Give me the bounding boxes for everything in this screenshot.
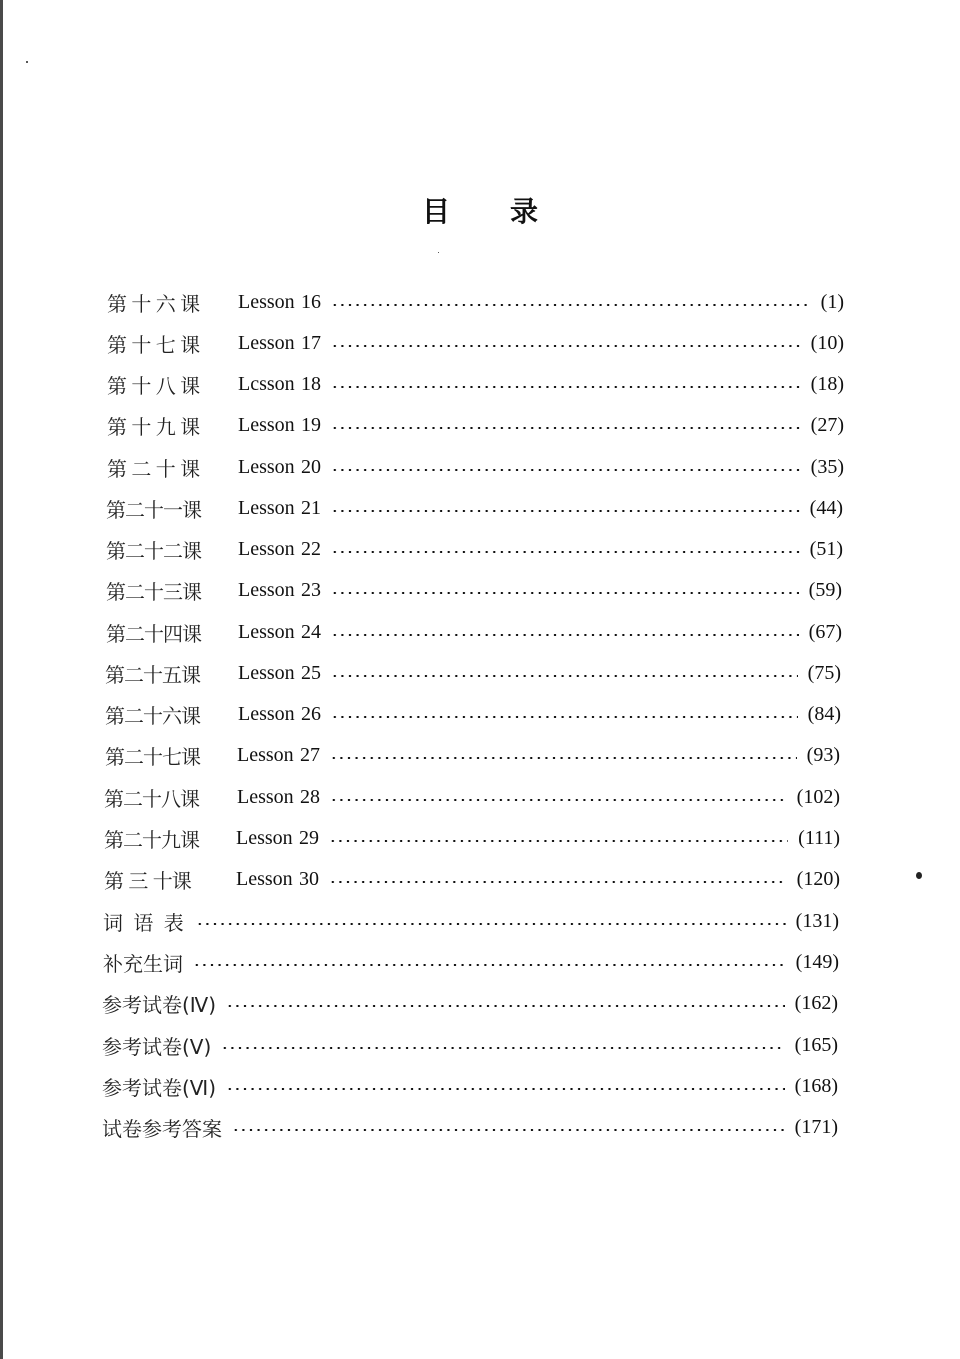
toc-entry[interactable]	[107, 369, 844, 399]
leader-dots	[193, 964, 786, 966]
page-number: (67)	[808, 620, 842, 643]
page-number: (93)	[806, 743, 840, 766]
title-char-1: 目	[421, 195, 450, 228]
leader-dots	[196, 923, 786, 925]
appendix-title: 词 语 表	[103, 910, 186, 935]
lesson-cn: 第二十七课	[105, 744, 200, 769]
leader-dots	[331, 510, 800, 512]
toc-entry[interactable]	[103, 906, 839, 936]
lesson-cn: 第二十一课	[106, 497, 201, 522]
toc-entry[interactable]	[104, 782, 840, 812]
page-number: (51)	[809, 537, 843, 560]
leader-dots	[331, 716, 798, 718]
lesson-number: 23	[301, 578, 322, 601]
lesson-number: 28	[300, 785, 321, 808]
lesson-cn: 第二十八课	[104, 786, 199, 811]
page-number: (165)	[794, 1033, 838, 1056]
lesson-en: Lesson	[238, 290, 295, 313]
leader-dots	[331, 634, 799, 636]
leader-dots	[330, 757, 797, 759]
page-number: (149)	[795, 950, 839, 973]
toc-entry[interactable]	[105, 658, 841, 688]
lesson-cn: 第 十 八 课	[107, 373, 200, 398]
toc-entry[interactable]	[107, 452, 844, 482]
leader-dots	[331, 304, 811, 306]
toc-entry[interactable]	[107, 328, 844, 358]
toc-entry[interactable]	[106, 493, 843, 523]
lesson-en: Lesson	[237, 785, 294, 808]
lesson-cn: 第二十四课	[106, 621, 201, 646]
lesson-number: 18	[301, 372, 322, 395]
lesson-en: Lesson	[238, 331, 295, 354]
page-number: (111)	[798, 826, 840, 849]
leader-dots	[331, 592, 799, 594]
appendix-title: 参考试卷(Ⅴ)	[102, 1034, 212, 1059]
lesson-cn: 第二十五课	[105, 662, 200, 687]
leader-dots	[226, 1088, 785, 1090]
lesson-cn: 第二十二课	[106, 538, 201, 563]
toc-entry[interactable]	[105, 699, 841, 729]
leader-dots	[331, 551, 800, 553]
lesson-number: 20	[301, 455, 322, 478]
toc-entry[interactable]	[102, 1030, 838, 1060]
lesson-en: Lesson	[238, 537, 295, 560]
page-title	[0, 190, 960, 230]
page-number: (168)	[794, 1074, 838, 1097]
page-number: (120)	[796, 867, 840, 890]
lesson-number: 22	[301, 537, 322, 560]
page-number: (162)	[794, 991, 838, 1014]
toc-entry[interactable]	[104, 864, 840, 894]
lesson-number: 27	[300, 743, 321, 766]
scan-speck	[26, 61, 28, 63]
lesson-en: Lcsson	[238, 372, 295, 395]
lesson-cn: 第 十 七 课	[107, 332, 200, 357]
leader-dots	[331, 469, 801, 471]
appendix-title: 补充生词	[103, 951, 183, 976]
lesson-en: Lesson	[237, 743, 294, 766]
page-number: (1)	[820, 290, 844, 313]
lesson-number: 30	[299, 867, 320, 890]
leader-dots	[331, 675, 798, 677]
lesson-number: 16	[301, 290, 322, 313]
page-number: (27)	[810, 413, 844, 436]
lesson-en: Lesson	[238, 702, 295, 725]
lesson-en: Lesson	[238, 620, 295, 643]
appendix-title: 参考试卷(Ⅵ)	[102, 1075, 217, 1100]
lesson-number: 21	[301, 496, 322, 519]
lesson-number: 17	[301, 331, 322, 354]
lesson-en: Lesson	[236, 826, 293, 849]
leader-dots	[330, 799, 787, 801]
appendix-title: 参考试卷(Ⅳ)	[102, 992, 217, 1017]
lesson-cn: 第二十九课	[104, 827, 199, 852]
toc-entry[interactable]	[102, 1071, 838, 1101]
page-number: (59)	[808, 578, 842, 601]
appendix-title: 试卷参考答案	[102, 1116, 222, 1141]
lesson-en: Lesson	[236, 867, 293, 890]
toc-entry[interactable]	[104, 823, 840, 853]
toc-entry[interactable]	[106, 617, 842, 647]
lesson-cn: 第 三 十课	[104, 868, 191, 893]
page-number: (84)	[807, 702, 841, 725]
lesson-en: Lesson	[238, 496, 295, 519]
title-char-2: 录	[510, 195, 539, 228]
lesson-number: 25	[301, 661, 322, 684]
toc-entry[interactable]	[106, 534, 843, 564]
lesson-en: Lesson	[238, 578, 295, 601]
lesson-en: Lesson	[238, 413, 295, 436]
leader-dots	[221, 1047, 784, 1049]
lesson-cn: 第 十 六 课	[107, 291, 200, 316]
page-number: (18)	[810, 372, 844, 395]
leader-dots	[329, 881, 787, 883]
lesson-number: 24	[301, 620, 322, 643]
page-number: (10)	[810, 331, 844, 354]
page-number: (131)	[795, 909, 839, 932]
page-number: (35)	[810, 455, 844, 478]
leader-dots	[232, 1129, 785, 1131]
lesson-cn: 第二十三课	[106, 579, 201, 604]
toc-entry[interactable]	[102, 1112, 838, 1142]
lesson-cn: 第 二 十 课	[107, 456, 200, 481]
lesson-cn: 第二十六课	[105, 703, 200, 728]
page-number: (171)	[794, 1115, 838, 1138]
scan-speck	[438, 252, 439, 253]
toc-entry[interactable]	[106, 575, 842, 605]
page-number: (102)	[796, 785, 840, 808]
toc-entry[interactable]	[107, 410, 844, 440]
lesson-number: 29	[299, 826, 320, 849]
toc-entry[interactable]	[105, 740, 840, 770]
lesson-en: Lesson	[238, 455, 295, 478]
scan-speck	[916, 872, 922, 879]
leader-dots	[331, 427, 801, 429]
lesson-en: Lesson	[238, 661, 295, 684]
page-number: (75)	[807, 661, 841, 684]
lesson-cn: 第 十 九 课	[107, 414, 200, 439]
lesson-number: 26	[301, 702, 322, 725]
lesson-number: 19	[301, 413, 322, 436]
leader-dots	[331, 386, 801, 388]
toc-entry[interactable]	[107, 287, 844, 317]
leader-dots	[331, 345, 801, 347]
leader-dots	[329, 840, 788, 842]
toc-entry[interactable]	[102, 988, 838, 1018]
leader-dots	[226, 1005, 785, 1007]
toc-entry[interactable]	[103, 947, 839, 977]
page-number: (44)	[809, 496, 843, 519]
